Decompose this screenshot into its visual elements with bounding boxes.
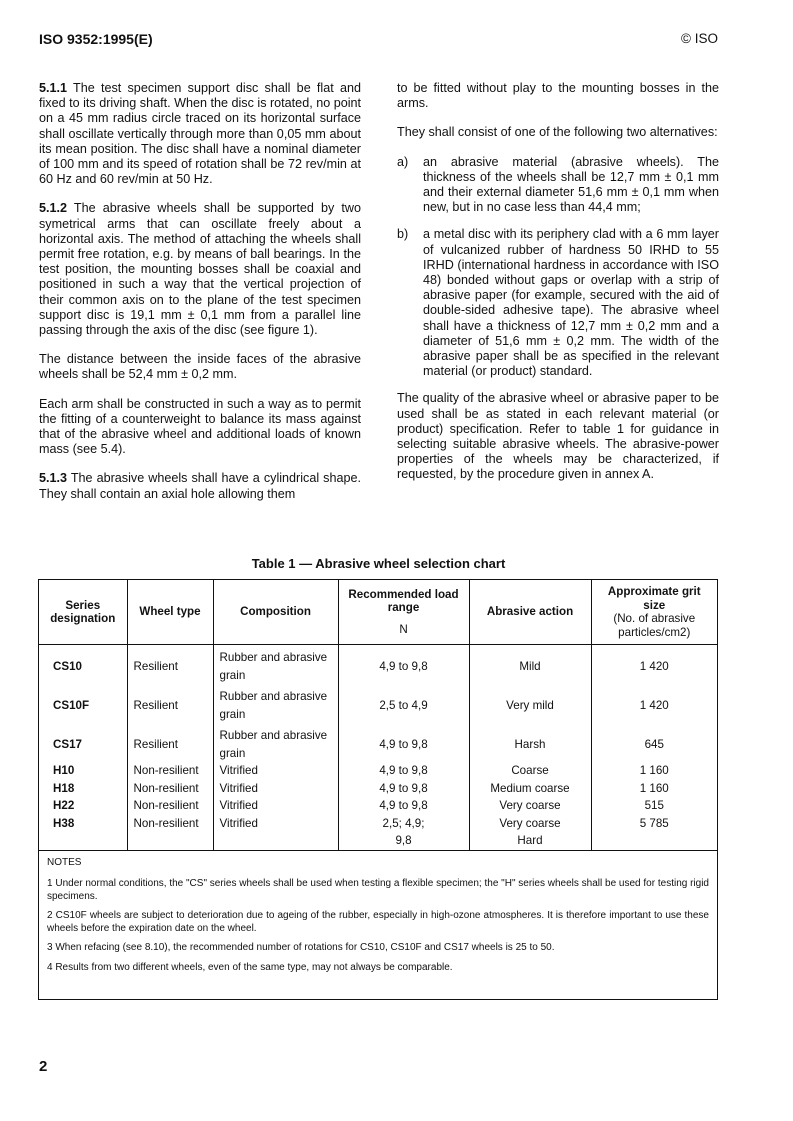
note-4: 4 Results from two different wheels, even of the same type, may not always be comparable. (47, 961, 453, 973)
paragraph-counterweight: Each arm shall be constructed in such a way as to permit the fitting of a counterweight to balance its mass against that of the abrasive wheel and additional loads of known mass (see 5.4). (39, 396, 361, 457)
header-grit: Approximate grit size (No. of abrasive particles/cm2) (591, 580, 717, 645)
paragraph-alternatives-intro: They shall consist of one of the following two alternatives: (397, 125, 718, 140)
standard-designation: ISO 9352:1995(E) (39, 31, 153, 47)
abrasive-wheel-table (38, 579, 718, 1000)
table-title: Table 1 — Abrasive wheel selection chart (251, 556, 506, 571)
table-header-row (39, 580, 717, 645)
table-row: 9,8 Hard (39, 832, 717, 850)
paragraph-distance: The distance between the inside faces of the abrasive wheels shall be 52,4 mm ± 0,2 mm. (39, 352, 361, 382)
left-column (39, 81, 361, 516)
copyright-mark: © ISO (681, 31, 718, 46)
right-column (397, 81, 719, 497)
page-number: 2 (39, 1058, 48, 1075)
header-action: Abrasive action (469, 580, 591, 645)
note-3: 3 When refacing (see 8.10), the recommended number of rotations for CS10, CS10F and CS17 wheels is 25 to 50. (47, 942, 555, 953)
clause-5-1-2: 5.1.2 The abrasive wheels shall be supported by two symetrical arms that can oscillate freely about a horizontal axis. The method of attaching the wheels shall permit free rotation, e.g. by means of ball bearings. In the test position, the mounting bosses shall be coaxial and positioned in such a way that the vertical projection of their common axis on to the plane of the test specimen support disc is 19,1 mm ± 0,1 mm from a parallel line passing through the axis of the disc (see figure 1). (39, 201, 361, 338)
note-2: 2 CS10F wheels are subject to deterioration due to ageing of the rubber, especially in high-ozone atmospheres. It is therefore important to use these wheels before the expiration date on the wheel. (47, 910, 709, 934)
table-notes (39, 850, 717, 975)
clause-5-1-3: 5.1.3 The abrasive wheels shall have a cylindrical shape. They shall contain an axial hole allowing them (39, 471, 361, 501)
list-item-a: a) an abrasive material (abrasive wheels). The thickness of the wheels shall be 12,7 mm ± 0,1 mm and their external diameter 51,6 mm ± 0,1 mm when new, but in no case less than 44,4 mm; (397, 154, 719, 215)
header-composition: Composition (213, 580, 338, 645)
paragraph-continuation: to be fitted without play to the mounting bosses in the arms. (397, 81, 719, 111)
note-1: 1 Under normal conditions, the "CS" series wheels shall be used when testing a flexible specimen; the "H" series wheels shall be used for testing rigid specimens. (47, 878, 709, 902)
clause-5-1-1: 5.1.1 The test specimen support disc shall be flat and fixed to its driving shaft. When the disc is rotated, no point on a 45 mm radius circle traced on its horizontal surface shall oscillate vertically through more than 0,05 mm about its mean position. The disc shall have a nominal diameter of 100 mm and its speed of rotation shall be 72 rev/min at 60 Hz and 60 rev/min at 50 Hz. (39, 81, 362, 187)
table-row: CS17 Resilient Rubber and abrasive grain 4,9 to 9,8 Harsh 645 (39, 723, 717, 762)
table-row: H10 Non-resilient Vitrified 4,9 to 9,8 Coarse 1 160 (39, 762, 717, 780)
table-row: CS10F Resilient Rubber and abrasive grain 2,5 to 4,9 Very mild 1 420 (39, 684, 717, 723)
header-series: Series designation (39, 580, 127, 645)
notes-heading: NOTES (47, 856, 82, 868)
paragraph-quality: The quality of the abrasive wheel or abrasive paper to be used shall be as stated in each relevant material (or product) specification. Refer to table 1 for guidance in selecting suitable abrasive wheels. The abrasive-power properties of the wheels may be characterized, if requested, by the procedure given in annex A. (397, 391, 719, 482)
header-load: Recommended load range N (338, 580, 469, 645)
list-item-b: b) a metal disc with its periphery clad with a 6 mm layer of vulcanized rubber of hardness 50 IRHD to 55 IRHD (international hardness in accordance with ISO 48) bonded without gaps or overlap with a strip of abrasive paper (for example, secured with the aid of double-sided adhesive tape). The abrasive wheel shall have a thickness of 12,7 mm ± 0,2 mm and a diameter of 51,6 mm ± 0,2 mm. The width of the abrasive paper shall be as specified in the relevant material (or product) standard. (397, 227, 719, 379)
table-row: H38 Non-resilient Vitrified 2,5; 4,9; Very coarse 5 785 (39, 815, 717, 833)
table-row: H22 Non-resilient Vitrified 4,9 to 9,8 Very coarse 515 (39, 797, 717, 815)
table-row: CS10 Resilient Rubber and abrasive grain 4,9 to 9,8 Mild 1 420 (39, 645, 717, 685)
table-row: H18 Non-resilient Vitrified 4,9 to 9,8 Medium coarse 1 160 (39, 780, 717, 798)
header-type: Wheel type (127, 580, 213, 645)
